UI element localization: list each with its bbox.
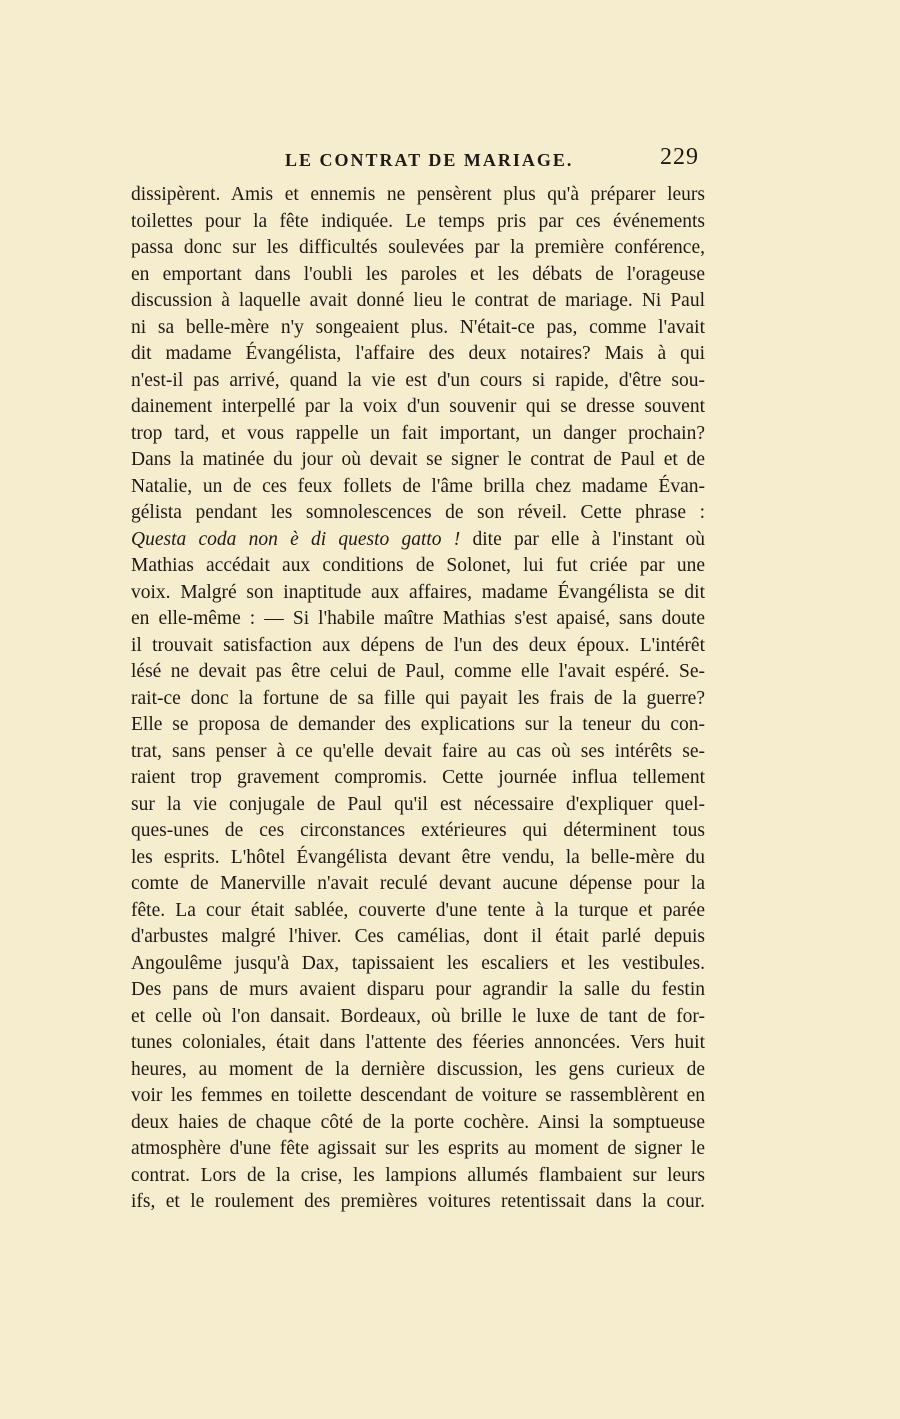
text-line [131,924,705,951]
text-line [131,871,705,898]
line-text: trop tard, et vous rappelle un fait important, un danger prochain? [131,422,705,444]
text-line [131,182,705,209]
line-text: contrat. Lors de la crise, les lampions allumés flambaient sur leurs [131,1164,705,1186]
line-text: ques-unes de ces circonstances extérieures qui déterminent tous [131,820,705,841]
line-text: comte de Manerville n'avait reculé devant aucune dépense pour la [131,873,705,894]
line-text: dainement interpellé par la voix d'un souvenir qui se dresse souvent [131,396,705,417]
text-line [131,712,705,739]
line-text: Natalie, un de ces feux follets de l'âme brilla chez madame Évan- [131,475,705,497]
text-line [131,209,705,236]
line-text: dit madame Évangélista, l'affaire des deux notaires? Mais à qui [131,343,705,364]
text-line [131,633,705,660]
line-text: en elle-même : — Si l'habile maître Mathias s'est apaisé, sans doute [131,608,705,629]
line-text: heures, au moment de la dernière discussion, les gens curieux de [131,1058,705,1080]
text-line [131,421,705,448]
line-text: et celle où l'on dansait. Bordeaux, où brille le luxe de tant de for- [131,1005,705,1027]
text-line [131,527,705,554]
text-line [131,1083,705,1110]
line-text: ifs, et le roulement des premières voitures retentissait dans la cour. [131,1191,705,1212]
line-text: d'arbustes malgré l'hiver. Ces camélias, dont il était parlé depuis [131,926,705,947]
text-line [131,1004,705,1031]
text-line [131,368,705,395]
text-line [131,1030,705,1057]
text-line [131,288,705,315]
text-line [131,447,705,474]
text-line [131,686,705,713]
line-text: il trouvait satisfaction aux dépens de l'un des deux époux. L'intérêt [131,634,705,656]
text-line [131,765,705,792]
text-line [131,818,705,845]
line-text: Elle se proposa de demander des explications sur la teneur du con- [131,714,705,735]
text-line [131,500,705,527]
line-text: passa donc sur les difficultés soulevées par la première conférence, [131,237,705,258]
text-line [131,1189,705,1216]
line-text: n'est-il pas arrivé, quand la vie est d'un cours si rapide, d'être sou- [131,369,705,391]
text-line [131,606,705,633]
line-text: gélista pendant les somnolescences de son réveil. Cette phrase : [131,502,705,523]
line-text: dite par elle à l'instant où [460,528,705,550]
line-text: lésé ne devait pas être celui de Paul, comme elle l'avait espéré. Se- [131,661,705,682]
text-line [131,845,705,872]
running-title: LE CONTRAT DE MARIAGE. [285,150,574,170]
line-text: atmosphère d'une fête agissait sur les esprits au moment de signer le [131,1138,705,1159]
body-text [131,182,705,1216]
page-number: 229 [660,144,699,170]
text-line [131,315,705,342]
text-line [131,951,705,978]
line-text: deux haies de chaque côté de la porte cochère. Ainsi la somptueuse [131,1111,705,1133]
line-text: Angoulême jusqu'à Dax, tapissaient les escaliers et les vestibules. [131,952,705,974]
text-line [131,580,705,607]
text-line [131,394,705,421]
line-text: sur la vie conjugale de Paul qu'il est nécessaire d'expliquer quel- [131,793,705,815]
text-line [131,235,705,262]
text-line [131,659,705,686]
line-text: voir les femmes en toilette descendant de voiture se rassemblèrent en [131,1085,705,1106]
line-text: tunes coloniales, était dans l'attente des féeries annoncées. Vers huit [131,1032,705,1053]
text-line [131,792,705,819]
line-text: Des pans de murs avaient disparu pour agrandir la salle du festin [131,979,705,1000]
line-text: Dans la matinée du jour où devait se signer le contrat de Paul et de [131,449,705,470]
line-text: Mathias accédait aux conditions de Solonet, lui fut criée par une [131,555,705,576]
text-line [131,553,705,580]
text-line [131,1110,705,1137]
line-text: voix. Malgré son inaptitude aux affaires, madame Évangélista se dit [131,581,705,603]
text-line [131,1136,705,1163]
italic-phrase: Questa coda non è di questo gatto ! [131,528,461,550]
text-line [131,977,705,1004]
line-text: fête. La cour était sablée, couverte d'une tente à la turque et parée [131,899,705,921]
text-line [131,341,705,368]
text-line [131,898,705,925]
line-text: les esprits. L'hôtel Évangélista devant être vendu, la belle-mère du [131,846,705,868]
line-text: discussion à laquelle avait donné lieu le contrat de mariage. Ni Paul [131,290,705,311]
text-line [131,262,705,289]
text-line [131,739,705,766]
line-text: dissipèrent. Amis et ennemis ne pensèrent plus qu'à préparer leurs [131,184,705,205]
line-text: ni sa belle-mère n'y songeaient plus. N'était-ce pas, comme l'avait [131,316,705,338]
line-text: raient trop gravement compromis. Cette journée influa tellement [131,767,705,788]
text-line [131,474,705,501]
line-text: trat, sans penser à ce qu'elle devait faire au cas où ses intérêts se- [131,740,705,762]
line-text: rait-ce donc la fortune de sa fille qui payait les frais de la guerre? [131,687,705,709]
text-line [131,1057,705,1084]
line-text: toilettes pour la fête indiquée. Le temps pris par ces événements [131,210,705,232]
page-header [130,144,705,180]
line-text: en emportant dans l'oubli les paroles et les débats de l'orageuse [131,263,705,285]
text-line [131,1163,705,1190]
